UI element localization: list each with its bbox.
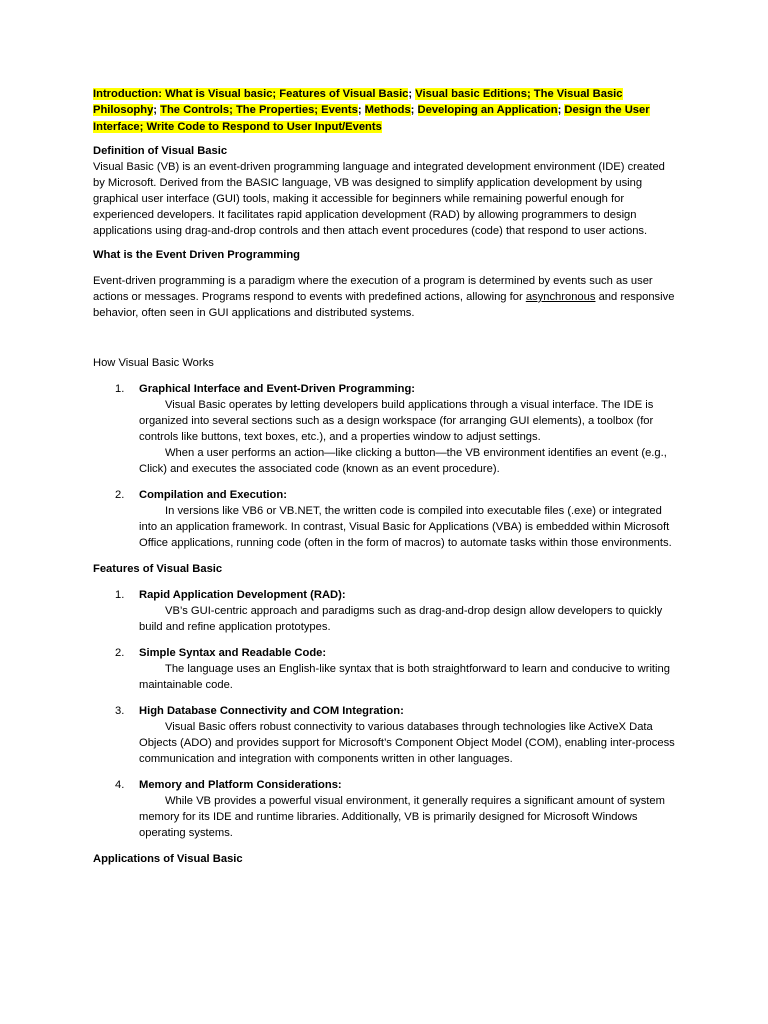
features-list (93, 587, 678, 841)
list-item-text: While VB provides a powerful visual environment, it generally requires a significant amount of system memory for its IDE and runtime libraries. Additionally, VB is primarily designed for Microsoft Windows operating systems. (139, 794, 665, 839)
how-works-heading: How Visual Basic Works (93, 356, 214, 369)
list-item-title: Compilation and Execution: (139, 488, 287, 501)
list-item-title: High Database Connectivity and COM Integration: (139, 704, 404, 717)
list-item-text: In versions like VB6 or VB.NET, the written code is compiled into executable files (.exe) or integrated into an application framework. In contrast, Visual Basic for Applications (VBA) is embedded within Microsoft Office applications, running code (often in the form of macros) to automate tasks within those environments. (139, 504, 672, 549)
list-item (93, 487, 678, 551)
intro-segment: Methods (364, 104, 411, 117)
intro-separator: ; (153, 104, 161, 117)
event-driven-text: Event-driven programming is a paradigm where the execution of a program is determined by events such as user actions or messages. Programs respond to events with predefined actions, allowing for (93, 274, 653, 303)
event-driven-text: and responsive behavior, often seen in GUI applications and distributed systems. (93, 290, 675, 319)
list-item-text: The language uses an English-like syntax that is both straightforward to learn and conducive to writing maintainable code. (139, 662, 670, 691)
applications-heading: Applications of Visual Basic (93, 852, 243, 865)
list-item-text: Visual Basic offers robust connectivity to various databases through technologies like ActiveX Data Objects (ADO) and provides support for Microsoft’s Component Object Model (COM), enabling inter-process communication and integration with components written in other languages. (139, 720, 675, 765)
list-number: 2. (115, 488, 125, 501)
list-item (93, 703, 678, 767)
intro-segment: Introduction: What is Visual basic; Features of Visual Basic (93, 88, 409, 100)
list-item-text: When a user performs an action—like clicking a button—the VB environment identifies an event (e.g., Click) and executes the associated code (known as an event procedure). (139, 446, 667, 475)
list-item (93, 645, 678, 693)
list-item-title: Simple Syntax and Readable Code: (139, 646, 327, 659)
event-driven-body (93, 273, 678, 321)
list-number: 1. (115, 382, 125, 395)
intro-segment: Developing an Application (417, 104, 558, 117)
definition-heading: Definition of Visual Basic (93, 144, 228, 157)
list-item (93, 381, 678, 477)
intro-segment: The Controls; The Properties; Events (160, 104, 358, 117)
intro-segment: Visual basic Editions; The Visual Basic Philosophy (93, 88, 623, 117)
list-number: 2. (115, 646, 125, 659)
list-item-title: Graphical Interface and Event-Driven Programming: (139, 382, 416, 395)
list-item-text: Visual Basic operates by letting developers build applications through a visual interface. The IDE is organized into several sections such as a design workspace (for arranging GUI elements), a toolbox (for controls like buttons, text boxes, etc.), and a properties window to adjust settings. (139, 398, 654, 443)
list-number: 1. (115, 588, 125, 601)
list-item (93, 587, 678, 635)
intro-separator: ; (557, 104, 565, 117)
list-item-title: Rapid Application Development (RAD): (139, 588, 346, 601)
list-item-text: VB’s GUI-centric approach and paradigms such as drag-and-drop design allow developers to quickly build and refine application prototypes. (139, 604, 663, 633)
how-works-list (93, 381, 678, 551)
list-item-title: Memory and Platform Considerations: (139, 778, 342, 791)
document-content (93, 86, 678, 867)
intro-separator: ; (408, 88, 416, 100)
intro-separator: ; (357, 104, 365, 117)
features-heading: Features of Visual Basic (93, 562, 223, 575)
list-number: 3. (115, 704, 125, 717)
intro-separator: ; (410, 104, 418, 117)
event-driven-heading: What is the Event Driven Programming (93, 248, 301, 261)
intro-topics (93, 86, 678, 135)
asynchronous-link[interactable]: asynchronous (525, 290, 596, 303)
intro-segment: Design the User Interface; Write Code to Respond to User Input/Events (93, 104, 650, 133)
list-number: 4. (115, 778, 125, 791)
definition-body: Visual Basic (VB) is an event-driven programming language and integrated development environment (IDE) created by Microsoft. Derived from the BASIC language, VB was designed to simplify application development by using graphical user interface (GUI) tools, making it accessible for beginners while remaining powerful enough for experienced developers. It facilitates rapid application development (RAD) by allowing programmers to design applications using drag-and-drop controls and then attach event procedures (code) that respond to user actions. (93, 160, 665, 237)
list-item (93, 777, 678, 841)
